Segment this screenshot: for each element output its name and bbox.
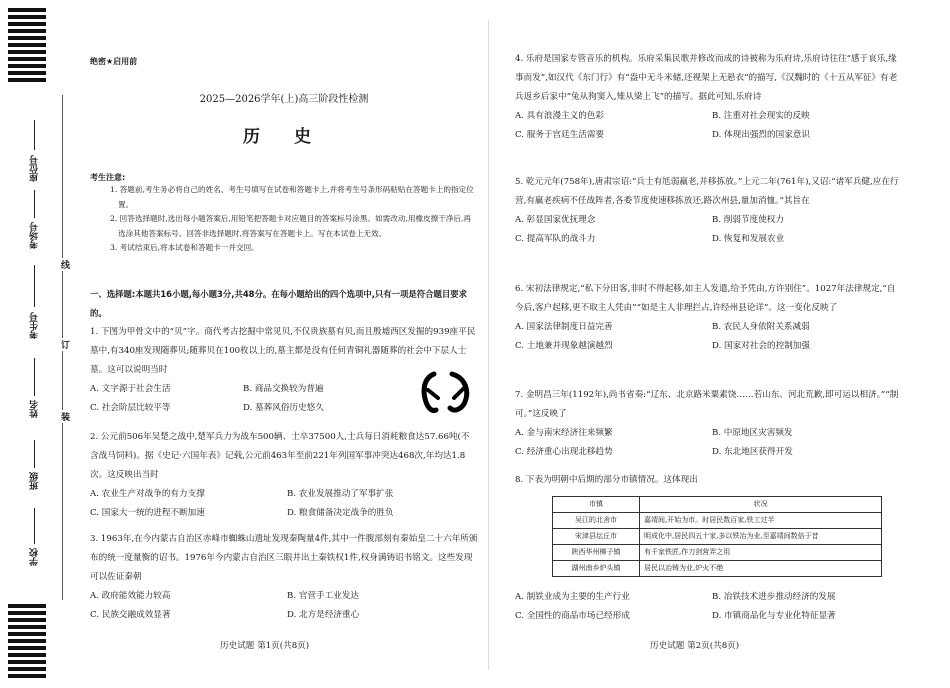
table-row [553,561,882,577]
option-d[interactable]: D. 恢复和发展农业 [712,234,785,244]
table-cell: 宋津县坛丘市 [553,529,640,545]
option-b[interactable]: B. 中原地区灾害频发 [712,428,793,438]
option-d[interactable]: D. 国家对社会的控制加强 [712,341,810,351]
oracle-bone-bei-glyph [416,368,476,418]
notice-item: 2. 回答选择题时,选出每小题答案后,用铅笔把答题卡对应题目的答案标号涂黑。如需改动,用橡皮擦干净后,再选涂其他答案标号。回答非选择题时,将答案写在答题卡上。写在本试卷上无效。 [110,214,472,238]
table-row [553,545,882,561]
option-a[interactable]: A. 国家法律制度日益完善 [515,322,613,332]
question-stem: 1. 下图为甲骨文中的“贝”字。商代考古挖掘中常见贝,不仅贵族墓有贝,而且殷墟西区发掘的939座平民墓中,有340座发现随葬贝;随葬贝在100枚以上的,墓主都是没有任何青铜礼器随葬的社会中下层人士墓。这可以说明当时 [90,327,476,375]
option-b[interactable]: B. 官营手工业发达 [287,591,359,601]
question-options [515,211,903,249]
question-4 [515,50,903,145]
class-label: 班级 [30,472,40,490]
option-b[interactable]: B. 削弱节度使权力 [712,215,784,225]
option-c[interactable]: C. 国家大一统的进程不断加速 [90,508,205,518]
hook-bind-text: 装 [59,412,69,421]
barcode-top [8,8,46,85]
question-5 [515,173,903,249]
question-2 [90,428,478,523]
exam-room-label: 考场号 [30,222,40,249]
subject-title: 历 史 [243,127,325,147]
question-stem: 6. 宋初法律规定,“私下分田客,非时不得起移,如主人发遣,给予凭由,方许别住”。1027年法律规定,“自今后,客户起移,更不取主人凭由”“如是主人非理拦占,许经州县论详”。这一变化反映了 [515,284,896,313]
hook-order-text: 订 [59,340,69,349]
option-b[interactable]: B. 冶铁技术进步推动经济的发展 [712,592,836,602]
option-b[interactable]: B. 农业发展推动了军事扩张 [287,489,394,499]
table-row [553,513,882,529]
option-c[interactable]: C. 民族交融成效显著 [90,610,171,620]
table-cell: 明成化中,居民四五十家,多以铁冶为业,至嘉靖间数倍于昔 [640,529,882,545]
option-c[interactable]: C. 服务于宫廷生活需要 [515,130,605,140]
notice-list [110,183,478,256]
table-cell: 吴江的北舍市 [553,513,640,529]
market-town-table [552,496,882,577]
page-divider [488,20,489,670]
table-header: 市镇 [553,497,640,513]
question-stem: 7. 金明昌三年(1192年),尚书省奏:“辽东、北京路米粟素饶……若山东、河北荒歉,即可运以相济。”“制可。”这反映了 [515,390,899,419]
candidate-blank [34,265,35,307]
option-d[interactable]: D. 墓葬风俗历史悠久 [243,403,324,413]
option-d[interactable]: D. 北方是经济重心 [287,610,360,620]
question-stem: 5. 乾元元年(758年),唐肃宗诏:“兵士有尪弱羸老,并移拣放。”上元二年(761年),又诏:“诸军兵健,应在行营,有羸老疾病不任战阵者,各委节度使速移拣放还,路次州县,量加消恤。”其旨在 [515,177,899,206]
question-3 [90,530,478,625]
table-cell: 嘉靖间,开始为市。时居民数百家,铁工过半 [640,513,882,529]
option-c[interactable]: C. 社会阶层比较平等 [90,403,171,413]
question-options [90,485,478,523]
hook-line-text: 线 [59,260,69,269]
question-stem: 4. 乐府是国家专管音乐的机构。乐府采集民歌并修改而成的诗被称为乐府诗,乐府诗往往“感于哀乐,缘事而发”,如汉代《东门行》有“盎中无斗米储,还视架上无悬衣”的描写,《汉魏时的《十五从军征》有老兵返乡后家中“兔从狗窦入,雉从梁上飞”的描写。据此可知,乐府诗 [515,54,898,102]
option-a[interactable]: A. 农业生产对战争的有力支撑 [90,489,205,499]
table-cell: 居民以冶铸为业,炉火不绝 [640,561,882,577]
class-blank [34,440,35,468]
option-a[interactable]: A. 文字源于社会生活 [90,384,171,394]
option-d[interactable]: D. 东北地区获得开发 [712,447,793,457]
option-a[interactable]: A. 彰显国家优抚理念 [515,215,596,225]
section-heading: 一、选择题:本题共16小题,每小题3分,共48分。在每小题给出的四个选项中,只有一项是符合题目要求的。 [90,289,468,318]
exam-title: 2025—2026学年(上)高三阶段性检测 [199,94,369,105]
seat-number-label: 座位号 [30,155,40,182]
question-options [90,380,390,418]
page-footer: 历史试题 第1页(共8页) [220,641,310,651]
question-8 [515,471,903,631]
name-blank [34,358,35,396]
confidential-mark: 绝密★启用前 [90,57,138,66]
page-footer: 历史试题 第2页(共8页) [650,641,740,651]
table-cell: 有千家铁匠,作刀剑营弄之用 [640,545,882,561]
notice-item: 1. 答题前,考生务必将自己的姓名、考生号填写在试卷和答题卡上,并将考生号条形码粘贴在答题卡上的指定位置。 [110,185,474,209]
question-options [90,587,478,625]
school-blank [34,508,35,544]
question-stem: 8. 下表为明朝中后期的部分市镇情况。这体现出 [515,475,698,485]
option-c[interactable]: C. 全国性的商品市场已经形成 [515,611,630,621]
option-d[interactable]: D. 体现出强烈的国家意识 [712,130,810,140]
candidate-number-label: 考生号 [30,312,40,339]
room-blank [34,190,35,218]
option-b[interactable]: B. 农民人身依附关系减弱 [712,322,810,332]
option-c[interactable]: C. 提高军队的战斗力 [515,234,596,244]
option-a[interactable]: A. 具有浪漫主义的色彩 [515,111,605,121]
option-d[interactable]: D. 粮食储备决定战争的胜负 [287,508,394,518]
question-options [515,424,903,462]
seat-blank [34,120,35,150]
option-c[interactable]: C. 土地兼并现象越演越烈 [515,341,613,351]
name-label: 姓名 [30,400,40,418]
school-label: 学校 [30,548,40,566]
option-a[interactable]: A. 制铁业成为主要的生产行业 [515,592,630,602]
notice-item: 3. 考试结束后,将本试卷和答题卡一并交回。 [110,243,259,252]
question-stem: 2. 公元前506年吴楚之战中,楚军兵力为战车500辆、士卒37500人,士兵每日消耗粮食达57.66吨(不含战马饲料)。据《史记·六国年表》记载,公元前463年至前221年列国军事冲突达468次,年均达1.8次。这反映出当时 [90,432,470,480]
option-d[interactable]: D. 市镇商品化与专业化特征显著 [712,611,836,621]
question-6 [515,280,903,356]
question-options [515,107,903,145]
option-a[interactable]: A. 金与南宋经济往来频繁 [515,428,613,438]
question-stem: 3. 1963年,在今内蒙古自治区赤峰市蜘蛛山遗址发现秦陶量4件,其中一件腹部刻有秦始皇二十六年所颁布的统一度量衡的诏书。1976年今内蒙古自治区三眼井出土秦铁权1件,权身满铸诏书铭文。这些发现可以佐证秦朝 [90,534,478,582]
question-7 [515,386,903,462]
barcode-bottom [8,604,46,681]
option-a[interactable]: A. 政府能效能力较高 [90,591,171,601]
question-options [515,318,903,356]
table-cell: 湖州南乡炉头镇 [553,561,640,577]
question-options [515,588,903,626]
notice-heading: 考生注意: [90,173,126,182]
option-c[interactable]: C. 经济重心出现北移趋势 [515,447,613,457]
table-cell: 陕西华州柳子镇 [553,545,640,561]
option-b[interactable]: B. 注重对社会现实的反映 [712,111,810,121]
table-header: 状况 [640,497,882,513]
option-b[interactable]: B. 商品交换较为普遍 [243,384,324,394]
table-row [553,529,882,545]
